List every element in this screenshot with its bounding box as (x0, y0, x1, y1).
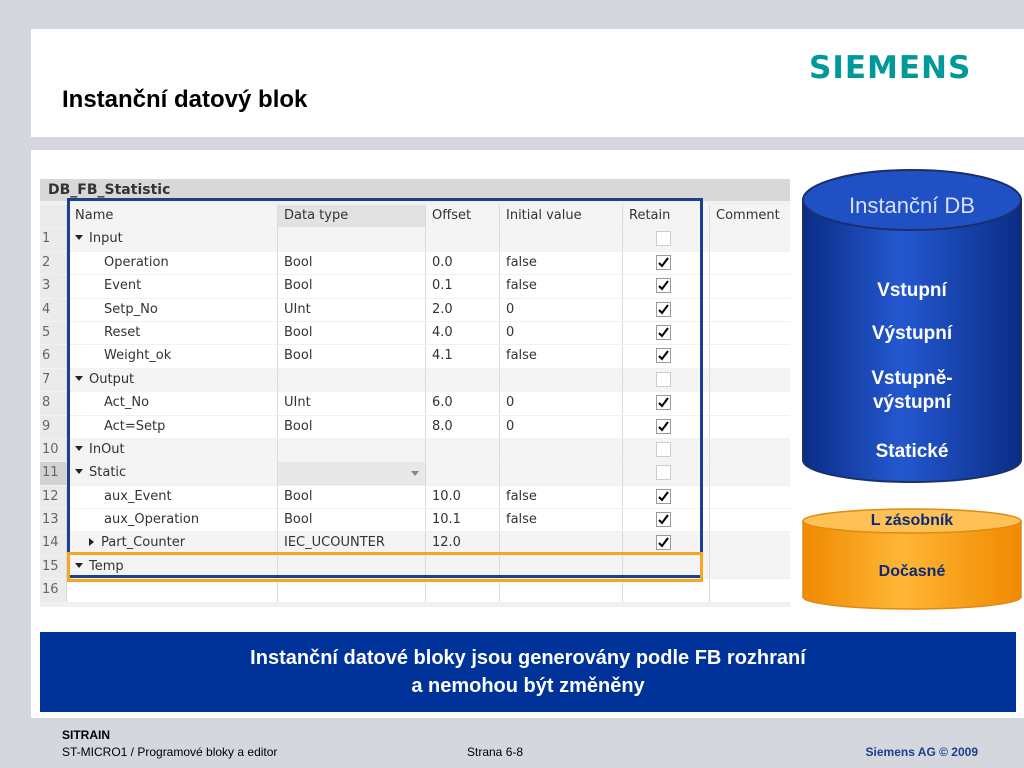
data-type-cell[interactable]: Bool (278, 275, 426, 297)
name-text: Weight_ok (104, 348, 172, 364)
offset-cell: 6.0 (426, 392, 500, 414)
row-number: 8 (40, 392, 67, 414)
data-type-cell[interactable]: Bool (278, 252, 426, 274)
offset-cell: 10.0 (426, 486, 500, 508)
instance-db-item-static: Statické (875, 441, 949, 462)
data-type-cell[interactable]: Bool (278, 509, 426, 531)
name-text: Part_Counter (101, 535, 186, 551)
name-text: Act=Setp (104, 418, 166, 434)
name-text: Output (89, 371, 135, 387)
banner-line-1: Instanční datové bloky jsou generovány podle FB rozhraní (250, 647, 806, 669)
row-number: 13 (40, 509, 67, 531)
column-header-offset[interactable]: Offset (426, 205, 500, 227)
row-number: 10 (40, 439, 67, 461)
row-number: 12 (40, 486, 67, 508)
row-number: 7 (40, 369, 67, 391)
offset-cell: 12.0 (426, 532, 500, 554)
offset-cell: 10.1 (426, 509, 500, 531)
l-stack-item-temp: Dočasné (878, 563, 946, 580)
name-text: InOut (89, 441, 125, 457)
data-type-cell[interactable]: Bool (278, 486, 426, 508)
initial-value-cell[interactable]: false (500, 252, 623, 274)
row-number: 3 (40, 275, 67, 297)
column-header-name[interactable]: Name (67, 205, 278, 227)
info-banner (40, 632, 1016, 712)
footer-course: ST-MICRO1 / Programové bloky a editor (62, 745, 278, 759)
name-text: Setp_No (104, 301, 158, 317)
initial-value-cell[interactable]: 0 (500, 392, 623, 414)
editor-title: DB_FB_Statistic (40, 179, 790, 201)
column-header-comment[interactable]: Comment (710, 205, 790, 227)
instance-db-item-inouts: Vstupně- výstupní (871, 368, 953, 413)
l-stack-title: L zásobník (870, 512, 954, 529)
row-number: 6 (40, 345, 67, 367)
initial-value-cell[interactable]: false (500, 486, 623, 508)
footer-sitrain: SITRAIN (62, 728, 110, 742)
instance-db-item-outputs: Výstupní (871, 323, 953, 344)
initial-value-cell[interactable]: 0 (500, 322, 623, 344)
data-type-cell[interactable]: UInt (278, 299, 426, 321)
name-text: Static (89, 465, 127, 481)
name-text: aux_Operation (104, 512, 200, 528)
initial-value-cell[interactable]: false (500, 509, 623, 531)
page-title: Instanční datový blok (62, 86, 308, 113)
name-text: Operation (104, 254, 169, 270)
offset-cell: 4.1 (426, 345, 500, 367)
name-text: Event (104, 278, 142, 294)
row-number: 5 (40, 322, 67, 344)
offset-cell: 8.0 (426, 416, 500, 438)
instance-db-item-inputs: Vstupní (877, 280, 947, 301)
offset-cell: 4.0 (426, 322, 500, 344)
row-number: 16 (40, 579, 67, 601)
column-header-retain[interactable]: Retain (623, 205, 710, 227)
name-text: Act_No (104, 395, 150, 411)
initial-value-cell[interactable]: 0 (500, 416, 623, 438)
initial-value-cell[interactable]: false (500, 275, 623, 297)
offset-cell: 0.1 (426, 275, 500, 297)
data-type-cell[interactable]: IEC_UCOUNTER (278, 532, 426, 554)
name-text: Input (89, 231, 123, 247)
name-text: Reset (104, 324, 141, 340)
name-text: Temp (89, 558, 124, 574)
row-number: 9 (40, 416, 67, 438)
row-number: 11 (40, 462, 67, 484)
row-number: 14 (40, 532, 67, 554)
data-type-cell[interactable]: UInt (278, 392, 426, 414)
row-number: 4 (40, 299, 67, 321)
banner-line-2: a nemohou být změněny (411, 675, 645, 697)
footer-page: Strana 6-8 (467, 745, 524, 759)
instance-db-title: Instanční DB (849, 193, 975, 218)
column-header-initial-value[interactable]: Initial value (500, 205, 623, 227)
data-type-cell[interactable]: Bool (278, 345, 426, 367)
data-type-cell[interactable]: Bool (278, 322, 426, 344)
initial-value-cell[interactable]: false (500, 345, 623, 367)
footer-copyright: Siemens AG © 2009 (865, 745, 978, 759)
column-header-data-type[interactable]: Data type (278, 205, 426, 227)
initial-value-cell[interactable]: 0 (500, 299, 623, 321)
name-text: aux_Event (104, 488, 172, 504)
siemens-logo: SIEMENS (809, 50, 972, 86)
offset-cell: 2.0 (426, 299, 500, 321)
row-number: 15 (40, 556, 67, 578)
offset-cell: 0.0 (426, 252, 500, 274)
row-number: 2 (40, 252, 67, 274)
row-number: 1 (40, 228, 67, 250)
data-type-cell[interactable]: Bool (278, 416, 426, 438)
